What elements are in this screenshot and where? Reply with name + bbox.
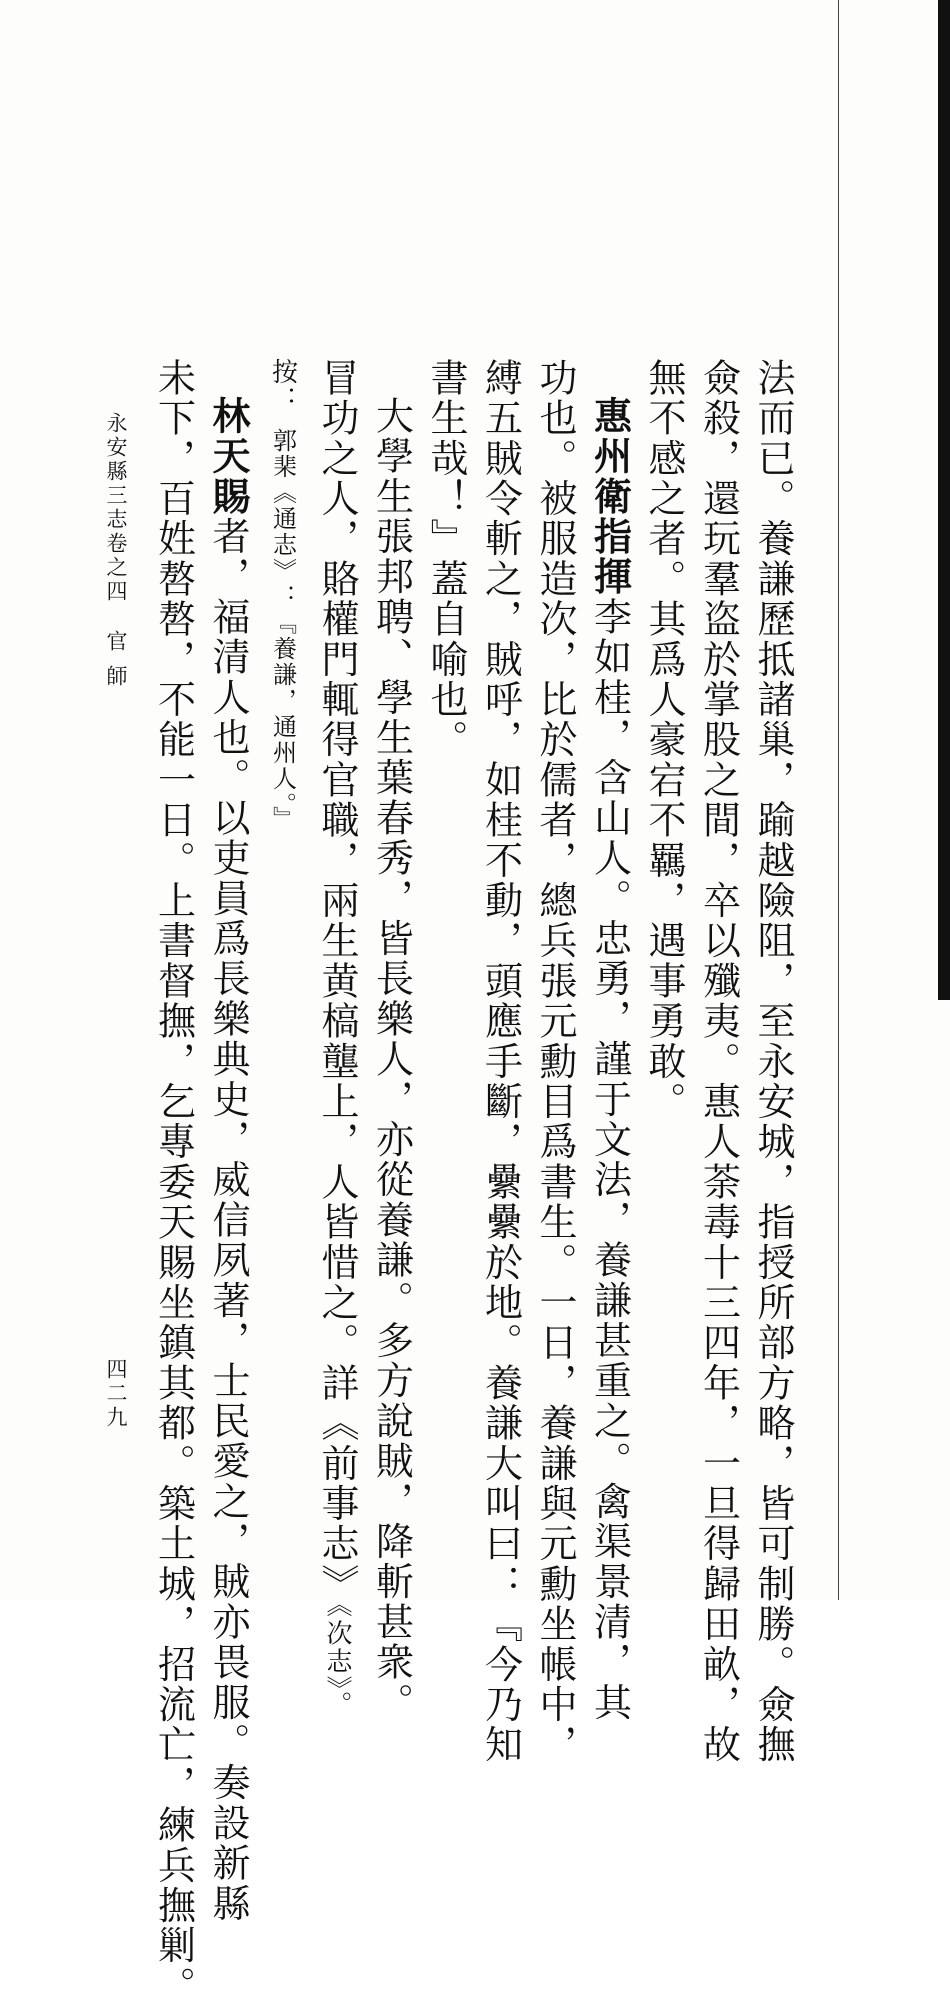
text-column-5: 功也。被服造次，比於儒者，總兵張元勳目爲書生。一日，養謙與元勳坐帳中，: [533, 358, 577, 1765]
book-title: 永安縣三志卷之四: [104, 412, 128, 604]
running-header: [103, 412, 129, 700]
text-column-11: 林天賜者，福清人也。以吏員爲長樂典史，威信夙著，士民愛之，賊亦畏服。奏設新縣: [206, 396, 251, 1924]
text-column-7: 書生哉！』蓋自喻也。: [424, 358, 468, 760]
citation: 《次志》。: [322, 1604, 352, 1720]
scan-edge-shadow: [938, 0, 950, 1000]
text-column-12: 未下，百姓嗸嗸，不能一日。上書督撫，乞專委天賜坐鎮其都。築土城，招流亡，練兵撫剿。: [151, 358, 196, 2006]
text-column-6: 縛五賊令斬之，賊呼，如桂不動，頭應手斷，纍纍於地。養謙大叫曰：『今乃知: [478, 358, 523, 1765]
text-column-8: 大學生張邦聘、學生葉春秀，皆長樂人，亦從養謙。多方說賊，降斬甚衆。: [369, 396, 414, 1723]
entry-heading: 林天賜: [206, 396, 251, 517]
page-number: 四二九: [104, 1358, 128, 1430]
section-title: 官師: [104, 630, 128, 700]
entry-heading: 惠州衛指揮: [587, 396, 633, 597]
text-column-9: 冒功之人，賂權門輒得官職，兩生黄槁壟上，人皆惜之。詳《前事志》《次志》。: [315, 358, 359, 1720]
text-column-1: 法而已。養謙歷抵諸巢，踰越險阻，至永安城，指授所部方略，皆可制勝。僉撫: [751, 358, 795, 1765]
annotation-column: 按：郭棐《通志》：『養謙，通州人。』: [255, 358, 310, 1448]
text-column-3: 無不感之者。其爲人豪宕不羈，遇事勇敢。: [642, 358, 686, 1122]
text-column-2: 僉殺，還玩羣盗於掌股之間，卒以殲夷。惠人荼毒十三四年，一旦得歸田畝，故: [696, 358, 741, 1765]
scan-edge-line: [838, 0, 839, 1600]
main-text-block: [150, 358, 800, 2006]
text-column-4: 惠州衛指揮李如桂，含山人。忠勇，謹于文法，養謙甚重之。禽渠景清，其: [587, 396, 633, 1723]
annotation-label: 按：: [267, 358, 298, 414]
